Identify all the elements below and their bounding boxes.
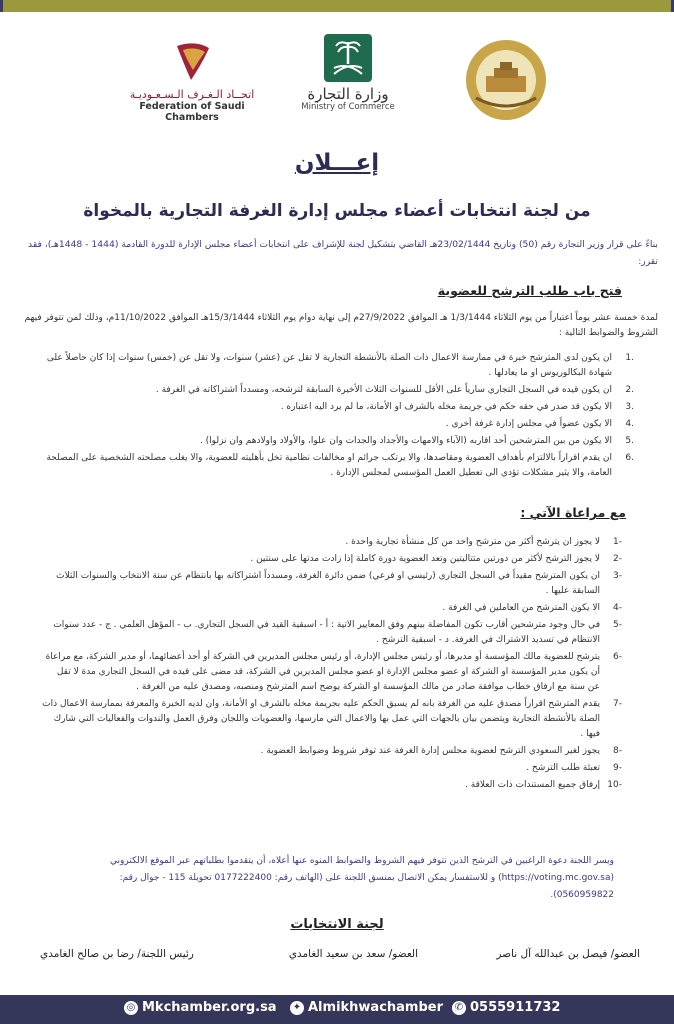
list-item: .1 ان يكون لدى المترشح خبرة في ممارسة الاعمال ذات الصلة بالأنشطة التجارية لا تقل عن (عشر) سنوات، ولا تقل عن (خمس) سنوات إذا كان حاصلاً على شهادة البكالوريوس او ما يعادلها . [46, 353, 634, 378]
whatsapp-icon: ✆ [452, 1001, 466, 1015]
list-item: .3 الا يكون قد صدر في حقه حكم في جريمة مخله بالشرف او الأمانة، ما لم يرد اليه اعتباره . [280, 402, 634, 412]
mikhwa-chamber-seal-logo [464, 38, 548, 122]
list-item: -10 إرفاق جميع المستندات ذات العلاقة . [465, 780, 622, 790]
section1-heading: فتح باب طلب الترشح للعضوية [437, 283, 622, 298]
committee-members [40, 948, 640, 968]
federation-emblem-icon [169, 40, 215, 82]
list-item: -3 ان يكون المترشح مقيداً في السجل التجاري (رئيسي او فرعي) ضمن دائرة الغرفة، ومسدداً اشتراكاته بها بانتظام عن سنة الانتخاب والسنوات الثلاث السابقة عليها . [56, 571, 622, 596]
section1-paragraph: لمدة خمسة عشر يوماً اعتباراً من يوم الثلاثاء 1/3/1444 هـ الموافق 27/9/2022م إلى نهاية دوام يوم الثلاثاء 15/3/1444هـ الموافق 11/10/2022م، وذلك لمن تتوفر فيهم الشروط والضوابط التالية : [24, 313, 658, 338]
footer-phone[interactable]: ✆ 0555911732 [452, 1000, 560, 1015]
footer-bar [0, 995, 674, 1024]
list-item: .2 ان يكون قيده في السجل التجاري سارياً على الأقل للسنوات الثلاث الأخيرة السابقة لترشحه، ومسدداً اشتراكاته في الغرفة . [155, 385, 634, 395]
ministry-name-ar: وزارة التجارة [307, 85, 389, 103]
federation-name-en: Federation of Saudi Chambers [139, 101, 245, 123]
list-item: .5 الا يكون من بين المترشحين أحد اقاربه (الآباء والامهات والأجداد والجدات وان علوا، والأولاد واولادهم وان نزلوا) . [199, 436, 634, 446]
main-title: من لجنة انتخابات أعضاء مجلس إدارة الغرفة التجارية بالمخواة [83, 201, 591, 221]
list-item: -7 يقدم المترشح اقراراً مصدق عليه من الغرفة بانه لم يسبق الحكم عليه بجريمة مخله بالشرف او الأمانة، وان لديه الخبرة والمعرفة بممارسة الاعمال ذات الصلة بالأنشطة التجارية ويتضمن بيان بالجهات التي عمل بها والاعمال التي مارسها، والعضويات واللجان وفرق العمل والندوات والفعاليات التي شارك فيها . [42, 699, 622, 739]
list-item: -1 لا يجوز ان يترشح أكثر من مترشح واحد من كل منشأة تجارية واحدة . [345, 537, 622, 547]
list-item: .4 الا يكون عضواً في مجلس إدارة غرفة أخرى . [445, 419, 634, 429]
intro-paragraph: بناءً على قرار وزير التجارة رقم (50) وتاريخ 23/02/1444هـ القاضي بتشكيل لجنة للإشراف على انتخابات أعضاء مجلس الإدارة للدورة القادمة (1444 - 1448هـ)، فقد تقرر: [28, 239, 658, 267]
section2-list [42, 535, 622, 795]
palm-swords-emblem-icon [324, 34, 372, 82]
ministry-name-en: Ministry of Commerce [301, 102, 395, 112]
globe-icon: ◎ [124, 1001, 138, 1015]
federation-name-ar: اتحــاد الـغـرف الـسـعـوديـة [129, 88, 255, 101]
list-item: -8 يجوز لغير السعودي الترشح لعضوية مجلس إدارة الغرفة عند توفر شروط وضوابط العضوية . [260, 746, 622, 756]
committee-title: لجنة الانتخابات [290, 917, 384, 932]
committee-chair: رئيس اللجنة/ رضا بن صالح الغامدي [40, 948, 194, 960]
committee-member: العضو/ سعد بن سعيد الغامدي [288, 948, 418, 960]
footer-website[interactable]: ◎ Mkchamber.org.sa [124, 1000, 277, 1015]
list-item: -2 لا يجوز الترشح لأكثر من دورتين متتاليتين وتعد العضوية دورة كاملة إذا زادت مدتها على سنتين . [250, 554, 622, 564]
section2-heading: مع مراعاة الآتي : [520, 505, 626, 520]
chamber-seal-icon [464, 38, 548, 122]
closing-paragraph: ويسر اللجنة دعوة الراغبين في الترشح الذين تتوفر فيهم الشروط والضوابط المنوه عنها أعلاه، أن يتقدموا بطلباتهم عبر الموقع الالكتروني (https://voting.mc.gov.sa) و للاستفسار يمكن الاتصال بمنسق اللجنة على (الهاتف رقم: 0177222400 تحويلة 115 - جوال رقم: 0560959822). [110, 856, 614, 900]
committee-member: العضو/ فيصل بن عبدالله آل ناصر [496, 948, 640, 960]
list-item: -4 الا يكون المترشح من العاملين في الغرفة . [442, 603, 622, 613]
top-accent-bar [0, 0, 674, 12]
federation-logo [128, 40, 256, 123]
notice-title: إعـــلان [294, 150, 380, 176]
list-item: -5 في حال وجود مترشحين أقارب تكون المفاضلة بينهم وفق المعايير الاتية : أ - اسبقية القيد في السجل التجاري. ب - المؤهل العلمي . ج - عدد سنوات الانتظام في تسديد الاشتراك في الغرفة. د - اسبقية الترشح . [53, 620, 622, 645]
twitter-icon: ✦ [290, 1001, 304, 1015]
ministry-logo [298, 34, 398, 126]
list-item: -9 تعبئة طلب الترشح . [526, 763, 622, 773]
footer-twitter[interactable]: ✦ Almikhwachamber [290, 1000, 443, 1015]
section1-list [44, 351, 634, 483]
logos-row [0, 34, 674, 126]
list-item: .6 ان يقدم اقراراً بالالتزام بأهداف العضوية ومقاصدها، والا يرتكب جرائم او مخالفات نظامية تخل بأهليته للعضوية، والا يغلب مصلحته الشخصية على المصلحة العامة، والا يثير مشكلات تؤدي الى تعطيل العمل المؤسسي لمجلس الإدارة . [46, 453, 634, 478]
list-item: -6 يترشح للعضوية مالك المؤسسة أو مديرها، أو رئيس مجلس الإدارة، أو رئيس مجلس المديرين في الشركة أو أحد أعضائهما، أو مدير الشركة، مع مراعاة أن يكون مدير المؤسسة او الشركة او عضو مجلس الإدارة او عضو مجلس المديرين في الشركة، قد مضى على قيده في السجل التجاري مدة لا تقل عن سنة مع ارفاق خطاب موافقة صادر من مالك المؤسسة او الشركة يوضح اسم المترشح ومنصبه، ومصدق عليه من الغرفة . [45, 652, 622, 692]
